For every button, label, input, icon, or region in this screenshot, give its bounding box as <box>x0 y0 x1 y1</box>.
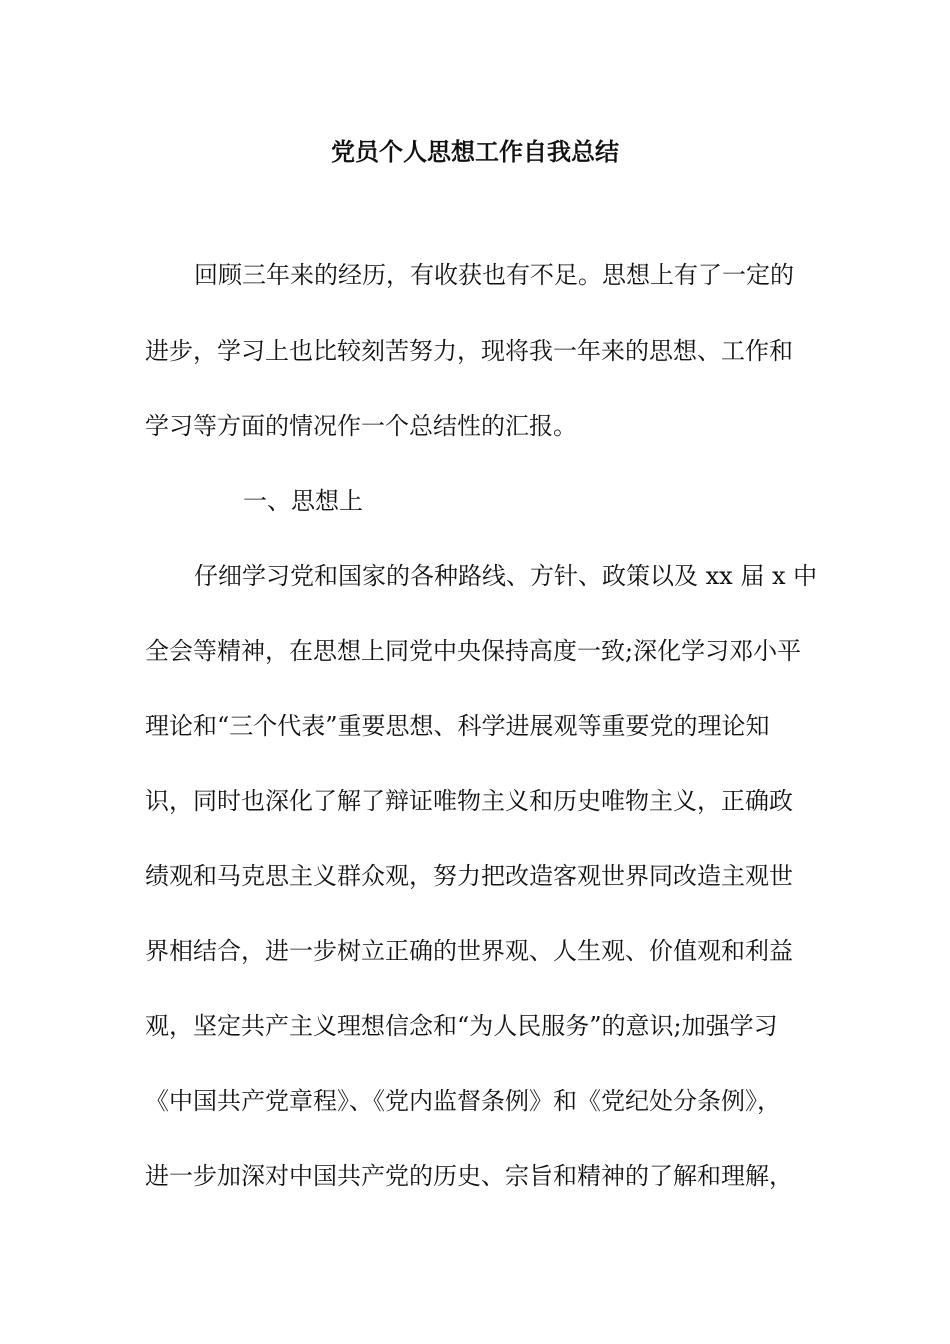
paragraph-line: 界相结合，进一步树立正确的世界观、人生观、价值观和利益 <box>145 937 793 965</box>
paragraph-line: 观，坚定共产主义理想信念和“为人民服务”的意识;加强学习 <box>145 1012 778 1040</box>
paragraph-line: 绩观和马克思主义群众观，努力把改造客观世界同改造主观世 <box>145 862 793 890</box>
document-title: 党员个人思想工作自我总结 <box>331 138 619 166</box>
paragraph-line: 全会等精神，在思想上同党中央保持高度一致;深化学习邓小平 <box>145 637 802 665</box>
paragraph-line: 学习等方面的情况作一个总结性的汇报。 <box>145 412 577 440</box>
section-heading: 一、思想上 <box>243 487 363 515</box>
paragraph-line: 回顾三年来的经历，有收获也有不足。思想上有了一定的 <box>194 261 794 289</box>
paragraph-line: 仔细学习党和国家的各种路线、方针、政策以及 xx 届 x 中 <box>194 562 818 590</box>
paragraph-line: 识，同时也深化了解了辩证唯物主义和历史唯物主义，正确政 <box>145 787 793 815</box>
paragraph-line: 理论和“三个代表”重要思想、科学进展观等重要党的理论知 <box>145 712 770 740</box>
paragraph-line: 进一步加深对中国共产党的历史、宗旨和精神的了解和理解， <box>145 1162 793 1190</box>
paragraph-line: 进步，学习上也比较刻苦努力，现将我一年来的思想、工作和 <box>145 337 793 365</box>
paragraph-line: 《中国共产党章程》、《党内监督条例》和《党纪处分条例》， <box>145 1087 781 1115</box>
